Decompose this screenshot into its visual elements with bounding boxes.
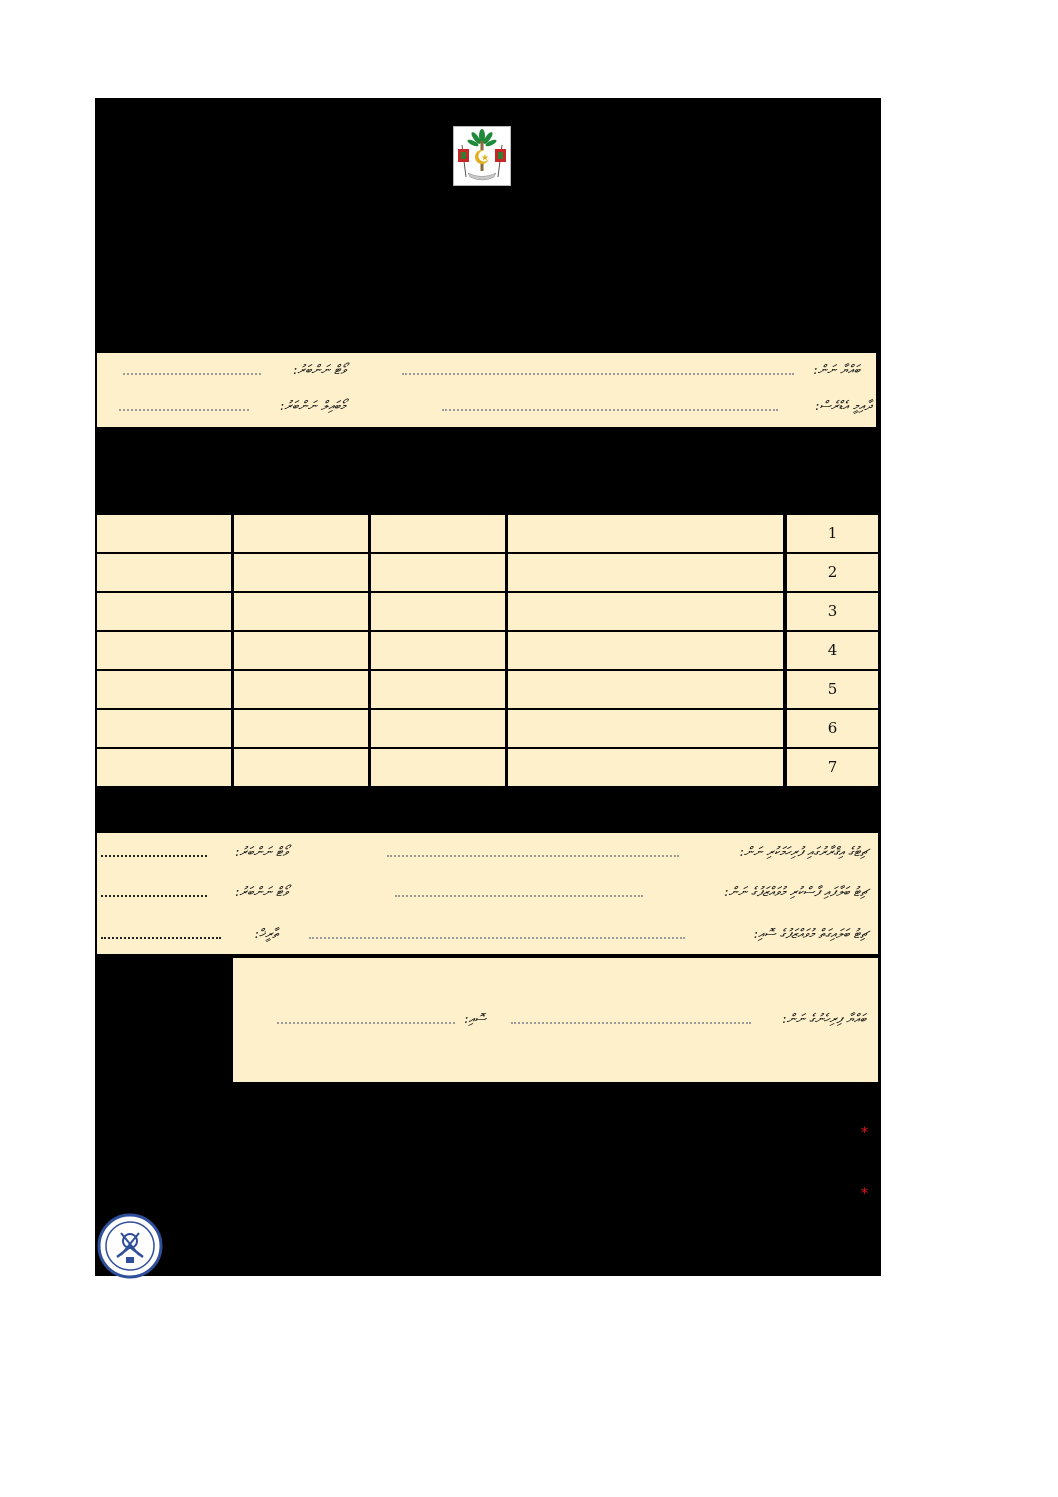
table-cell[interactable] xyxy=(234,515,368,552)
declarant-id-field[interactable] xyxy=(101,855,207,857)
declarant-id-label: ވޯޓް ނަންބަރު: xyxy=(235,845,288,860)
row-number: 7 xyxy=(787,749,878,786)
table-row xyxy=(97,671,878,708)
official-panel xyxy=(233,958,878,1082)
checker-id-field[interactable] xyxy=(101,895,207,897)
table-cell[interactable] xyxy=(97,515,231,552)
table-row xyxy=(97,710,878,747)
table-cell[interactable] xyxy=(508,515,783,552)
row-number: 1 xyxy=(787,515,878,552)
date-field[interactable] xyxy=(101,937,221,939)
table-cell[interactable] xyxy=(97,554,231,591)
table-row xyxy=(97,554,878,591)
official-name-field[interactable] xyxy=(511,1022,751,1024)
table-row xyxy=(97,749,878,786)
row-number: 6 xyxy=(787,710,878,747)
receiver-sign-field[interactable] xyxy=(309,937,685,939)
table-cell[interactable] xyxy=(508,671,783,708)
table-cell[interactable] xyxy=(234,554,368,591)
applicant-name-label: ބައްޔާ ނަން: xyxy=(813,363,860,378)
table-cell[interactable] xyxy=(371,515,505,552)
checker-id-label: ވޯޓް ނަންބަރު: xyxy=(235,885,288,900)
applicant-info-panel xyxy=(97,353,876,427)
date-label: ތާރީޚް: xyxy=(254,927,278,942)
official-row xyxy=(233,1010,878,1030)
signature-panel xyxy=(97,833,878,954)
table-cell[interactable] xyxy=(97,749,231,786)
signature-row-2 xyxy=(97,883,878,903)
applicant-name-field[interactable] xyxy=(402,373,794,375)
address-field[interactable] xyxy=(442,409,778,411)
table-cell[interactable] xyxy=(371,671,505,708)
table-cell[interactable] xyxy=(97,632,231,669)
table-cell[interactable] xyxy=(97,593,231,630)
table-cell[interactable] xyxy=(508,554,783,591)
form-sheet xyxy=(95,98,881,1276)
signature-row-3 xyxy=(97,925,878,945)
table-cell[interactable] xyxy=(371,593,505,630)
checker-name-field[interactable] xyxy=(395,895,643,897)
table-cell[interactable] xyxy=(234,671,368,708)
checker-name-label: ޗިޓު ބަލާފައި ފާސްކުރި މުވައްޒަފުގެ ނަން: xyxy=(724,885,868,900)
office-seal-stamp xyxy=(97,1213,163,1279)
sign-field[interactable] xyxy=(277,1022,455,1024)
signature-row-1 xyxy=(97,843,878,863)
row-number: 4 xyxy=(787,632,878,669)
table-row xyxy=(97,632,878,669)
receiver-sign-label: ޗިޓު ބަލައިގަތް މުވައްޒަފުގެ ސޮއި: xyxy=(753,927,868,942)
table-cell[interactable] xyxy=(371,554,505,591)
table-cell[interactable] xyxy=(97,671,231,708)
phone-field[interactable] xyxy=(119,409,249,411)
row-number: 2 xyxy=(787,554,878,591)
voter-id-field[interactable] xyxy=(123,373,261,375)
entries-table xyxy=(97,515,878,786)
note-marker-1: * xyxy=(861,1125,868,1141)
row-number: 3 xyxy=(787,593,878,630)
row-number: 5 xyxy=(787,671,878,708)
table-cell[interactable] xyxy=(508,632,783,669)
table-cell[interactable] xyxy=(371,749,505,786)
table-row xyxy=(97,515,878,552)
table-cell[interactable] xyxy=(234,593,368,630)
declarant-name-field[interactable] xyxy=(387,855,679,857)
address-label: ދާއިމީ އެޑްރެސް: xyxy=(815,399,872,414)
table-cell[interactable] xyxy=(97,710,231,747)
table-cell[interactable] xyxy=(371,710,505,747)
phone-label: މޯބައިލް ނަންބަރު: xyxy=(279,399,346,414)
note-marker-2: * xyxy=(861,1186,868,1202)
table-row xyxy=(97,593,878,630)
official-name-label: ބައްޔާ ފިރިހެނުގެ ނަން: xyxy=(782,1012,866,1027)
voter-id-label: ވޯޓް ނަންބަރު: xyxy=(293,363,346,378)
sign-label: ސޮއި: xyxy=(464,1012,486,1027)
table-cell[interactable] xyxy=(234,749,368,786)
table-cell[interactable] xyxy=(508,710,783,747)
applicant-name-row xyxy=(97,361,876,381)
table-cell[interactable] xyxy=(234,632,368,669)
applicant-address-row xyxy=(97,397,876,417)
table-cell[interactable] xyxy=(508,593,783,630)
state-emblem-logo xyxy=(453,126,511,186)
declarant-name-label: ޗިޓުގެ އިޤްރާރުގައި ފުރިހަމަކުރި ނަން: xyxy=(739,845,868,860)
table-cell[interactable] xyxy=(371,632,505,669)
table-cell[interactable] xyxy=(234,710,368,747)
table-cell[interactable] xyxy=(508,749,783,786)
